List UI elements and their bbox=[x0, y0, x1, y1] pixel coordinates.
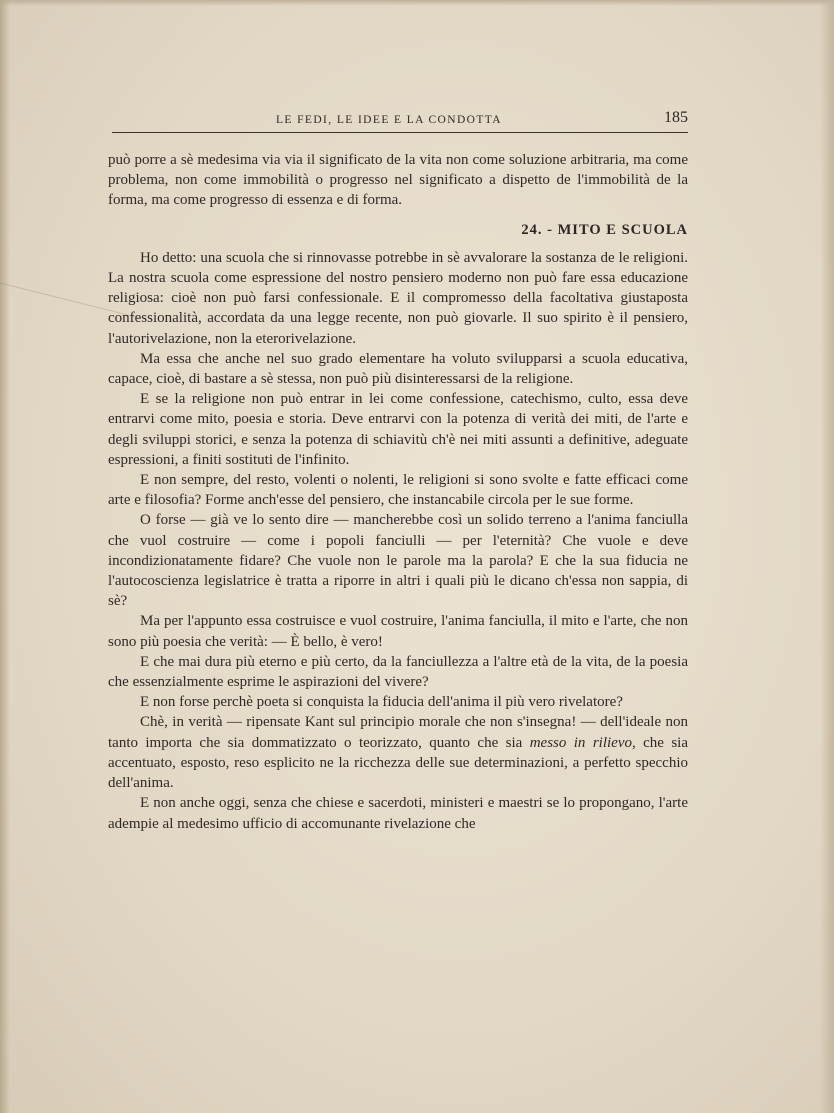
kant-text-after: che sia accentuato, esposto, reso esplicito ne la ricchezza delle sue determinazioni, a perfetto specchio dell'anima. bbox=[108, 734, 688, 792]
paragraph: Ma essa che anche nel suo grado elementare ha voluto svilupparsi a scuola educativa, capace, cioè, di bastare a sè stessa, non può più disinteressarsi de la religione. bbox=[108, 350, 688, 388]
page-right-edge bbox=[820, 0, 834, 1113]
page-top-edge bbox=[0, 0, 834, 6]
kant-paragraph bbox=[108, 712, 688, 793]
page-header bbox=[112, 106, 688, 133]
paragraph: Ho detto: una scuola che si rinnovasse potrebbe in sè avvalorare la sostanza de le religioni. La nostra scuola come espressione del nostro pensiero moderno non può fare essa educazione religiosa: cioè non può farsi confessionale. E il compromesso della facoltativa giustaposta confessionalità, accordata da una legge recente, non può giovarle. Il suo spirito è il pensiero, l'autorivelazione, non la eterorivelazione. bbox=[108, 249, 688, 347]
kant-text-before: Chè, in verità — ripensate Kant sul principio morale che non s'insegna! — dell'ideale non tanto importa che sia dommatizzato o teorizzato, quanto che sia bbox=[108, 714, 688, 751]
paragraph: E non sempre, del resto, volenti o nolenti, le religioni si sono svolte e fatte efficaci come arte e filosofia? Forme anch'esse del pensiero, che instancabile circola per le sue forme. bbox=[108, 472, 688, 509]
page-body bbox=[108, 150, 688, 834]
paragraph: E non forse perchè poeta si conquista la fiducia dell'anima il più vero rivelatore? bbox=[140, 694, 623, 711]
page-number: 185 bbox=[664, 109, 688, 126]
paragraph: Ma per l'appunto essa costruisce e vuol costruire, l'anima fanciulla, il mito e l'arte, che non sono più poesia che verità: — È bello, è vero! bbox=[108, 613, 688, 650]
paragraph: O forse — già ve lo sento dire — mancherebbe così un solido terreno a l'anima fanciulla che vuol costruire — come i popoli fanciulli — per l'eternità? Che vuole e deve incondizionatamente fidare? Che vuole non le parole ma la parola? E che la sua fiducia ne l'autocoscienza legislatrice è tratta a riporre in altri i quali più le dicano ch'essa non sappia, di sè? bbox=[108, 512, 688, 610]
paragraph: E che mai dura più eterno e più certo, da la fanciullezza a l'altre età de la vita, de la poesia che essenzialmente esprime le aspirazioni del vivere? bbox=[108, 653, 688, 691]
closing-paragraph: E non anche oggi, senza che chiese e sacerdoti, ministeri e maestri se lo propongano, l'arte adempie al medesimo ufficio di accomunante rivelazione che bbox=[108, 795, 688, 832]
italic-emphasis: messo in rilievo, bbox=[529, 734, 636, 751]
opening-paragraph: può porre a sè medesima via via il significato de la vita non come soluzione arbitraria, ma come problema, non come immobilità o progresso nel significato a dispetto de l'immobilità de la forma, ma come progresso di essenza e di forma. bbox=[108, 152, 688, 209]
paragraph: E se la religione non può entrar in lei come confessione, catechismo, culto, essa deve entrarvi come mito, poesia e storia. Deve entrarvi con la potenza di verità dei miti, de l'arte e degli sviluppi storici, e senza la potenza di schiavitù ch'è nei miti assunti a definitive, adeguate espressioni, a finiti sostituti de l'infinito. bbox=[108, 391, 688, 468]
section-heading: 24. - MITO E SCUOLA bbox=[521, 221, 688, 238]
running-title: LE FEDI, LE IDEE E LA CONDOTTA bbox=[276, 114, 503, 126]
page-left-edge bbox=[0, 0, 10, 1113]
